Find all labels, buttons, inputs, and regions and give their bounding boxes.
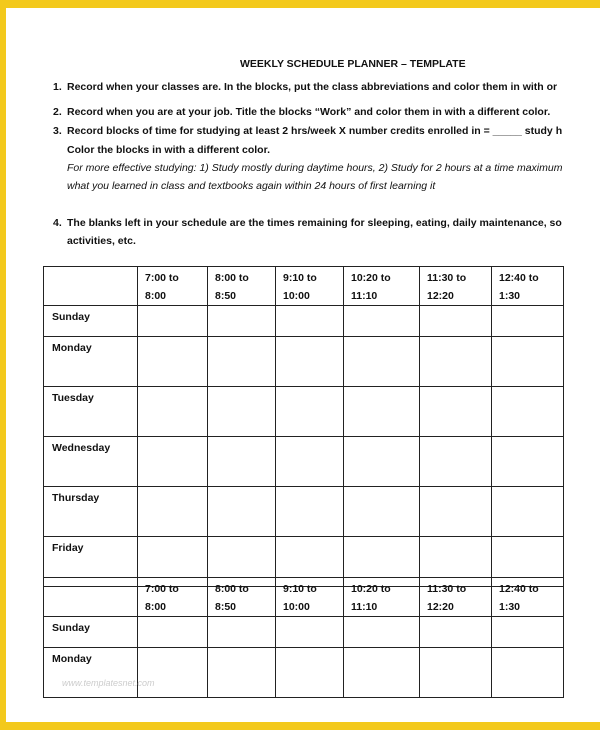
time-slot-end: 12:20	[427, 601, 454, 613]
schedule-cell[interactable]	[208, 387, 276, 437]
schedule-cell[interactable]	[208, 337, 276, 387]
schedule-cell[interactable]	[276, 437, 344, 487]
time-slot-end: 8:00	[145, 601, 167, 613]
schedule-cell[interactable]	[208, 487, 276, 537]
day-label: Thursday	[44, 487, 138, 537]
time-slot-header	[138, 267, 208, 306]
schedule-cell[interactable]	[344, 306, 420, 337]
time-slot-header	[420, 267, 492, 306]
time-slot-start: 8:00 to	[215, 583, 249, 595]
schedule-cell[interactable]	[492, 617, 564, 648]
header-blank-cell	[44, 578, 138, 617]
time-slot-end: 12:20	[427, 290, 454, 302]
schedule-cell[interactable]	[276, 337, 344, 387]
time-slot-end: 8:00	[145, 290, 167, 302]
schedule-cell[interactable]	[344, 337, 420, 387]
schedule-cell[interactable]	[492, 306, 564, 337]
time-slot-start: 7:00 to	[145, 272, 179, 284]
day-label: Sunday	[44, 306, 138, 337]
instruction-2: 2. Record when you are at your job. Title the blocks “Work” and color them in with a different color.	[53, 106, 551, 118]
watermark: www.templatesnet.com	[62, 678, 155, 688]
schedule-cell[interactable]	[208, 437, 276, 487]
schedule-table-1	[43, 266, 564, 587]
schedule-cell[interactable]	[492, 648, 564, 698]
header-blank-cell	[44, 267, 138, 306]
instruction-3-continued: Color the blocks in with a different color.	[67, 144, 271, 156]
time-slot-start: 11:30 to	[427, 583, 467, 595]
time-slot-header	[208, 267, 276, 306]
schedule-cell[interactable]	[344, 617, 420, 648]
time-slot-start: 12:40 to	[499, 272, 539, 284]
day-row	[44, 437, 564, 487]
schedule-cell[interactable]	[138, 437, 208, 487]
schedule-cell[interactable]	[420, 617, 492, 648]
schedule-cell[interactable]	[138, 617, 208, 648]
day-row	[44, 487, 564, 537]
time-slot-start: 9:10 to	[283, 272, 317, 284]
time-slot-header	[276, 267, 344, 306]
time-slot-end: 11:10	[351, 601, 378, 613]
time-slot-start: 9:10 to	[283, 583, 317, 595]
schedule-cell[interactable]	[138, 387, 208, 437]
schedule-cell[interactable]	[138, 648, 208, 698]
study-tip-line-2: what you learned in class and textbooks again within 24 hours of first learning it	[67, 180, 436, 192]
time-slot-header	[344, 578, 420, 617]
schedule-cell[interactable]	[420, 648, 492, 698]
schedule-cell[interactable]	[138, 306, 208, 337]
time-slot-start: 7:00 to	[145, 583, 179, 595]
time-slot-header	[492, 267, 564, 306]
time-slot-start: 10:20 to	[351, 272, 391, 284]
time-header-row	[44, 578, 564, 617]
schedule-cell[interactable]	[276, 387, 344, 437]
schedule-cell[interactable]	[344, 648, 420, 698]
time-slot-header	[344, 267, 420, 306]
schedule-cell[interactable]	[138, 487, 208, 537]
day-label: Sunday	[44, 617, 138, 648]
time-slot-header	[138, 578, 208, 617]
time-slot-end: 11:10	[351, 290, 378, 302]
time-slot-start: 10:20 to	[351, 583, 391, 595]
schedule-cell[interactable]	[420, 487, 492, 537]
day-label: Friday	[44, 537, 138, 587]
schedule-cell[interactable]	[208, 617, 276, 648]
day-row	[44, 617, 564, 648]
time-slot-end: 10:00	[283, 290, 310, 302]
schedule-cell[interactable]	[138, 337, 208, 387]
time-slot-start: 8:00 to	[215, 272, 249, 284]
time-slot-end: 1:30	[499, 601, 521, 613]
day-row	[44, 337, 564, 387]
schedule-cell[interactable]	[208, 648, 276, 698]
time-slot-end: 8:50	[215, 290, 237, 302]
instruction-3: 3. Record blocks of time for studying at least 2 hrs/week X number credits enrolled in = _____ study h	[53, 125, 563, 137]
time-slot-start: 11:30 to	[427, 272, 467, 284]
schedule-cell[interactable]	[420, 337, 492, 387]
schedule-cell[interactable]	[276, 306, 344, 337]
time-slot-end: 1:30	[499, 290, 521, 302]
day-label: Tuesday	[44, 387, 138, 437]
schedule-cell[interactable]	[276, 617, 344, 648]
day-label: Monday	[44, 337, 138, 387]
instruction-1: 1. Record when your classes are. In the blocks, put the class abbreviations and color them in with or	[53, 81, 558, 93]
time-slot-header	[420, 578, 492, 617]
schedule-cell[interactable]	[344, 437, 420, 487]
time-header-row	[44, 267, 564, 306]
instruction-4: 4. The blanks left in your schedule are the times remaining for sleeping, eating, daily maintenance, so	[53, 217, 562, 229]
schedule-cell[interactable]	[420, 387, 492, 437]
schedule-cell[interactable]	[344, 487, 420, 537]
time-slot-end: 10:00	[283, 601, 310, 613]
schedule-cell[interactable]	[208, 306, 276, 337]
schedule-cell[interactable]	[492, 387, 564, 437]
instruction-4-continued: activities, etc.	[67, 235, 136, 247]
schedule-cell[interactable]	[492, 337, 564, 387]
schedule-cell[interactable]	[492, 437, 564, 487]
schedule-cell[interactable]	[344, 387, 420, 437]
day-label: Monday	[44, 648, 138, 698]
time-slot-header	[276, 578, 344, 617]
day-row	[44, 648, 564, 698]
time-slot-header	[208, 578, 276, 617]
day-label: Wednesday	[44, 437, 138, 487]
study-tip-line-1: For more effective studying: 1) Study mostly during daytime hours, 2) Study for 2 hours at a time maximum	[67, 162, 563, 174]
document-page	[6, 8, 600, 722]
time-slot-start: 12:40 to	[499, 583, 539, 595]
schedule-cell[interactable]	[276, 487, 344, 537]
schedule-cell[interactable]	[420, 437, 492, 487]
schedule-cell[interactable]	[492, 487, 564, 537]
schedule-cell[interactable]	[420, 306, 492, 337]
day-row	[44, 306, 564, 337]
schedule-cell[interactable]	[276, 648, 344, 698]
page-title: WEEKLY SCHEDULE PLANNER – TEMPLATE	[240, 58, 466, 70]
day-row	[44, 387, 564, 437]
time-slot-header	[492, 578, 564, 617]
time-slot-end: 8:50	[215, 601, 237, 613]
